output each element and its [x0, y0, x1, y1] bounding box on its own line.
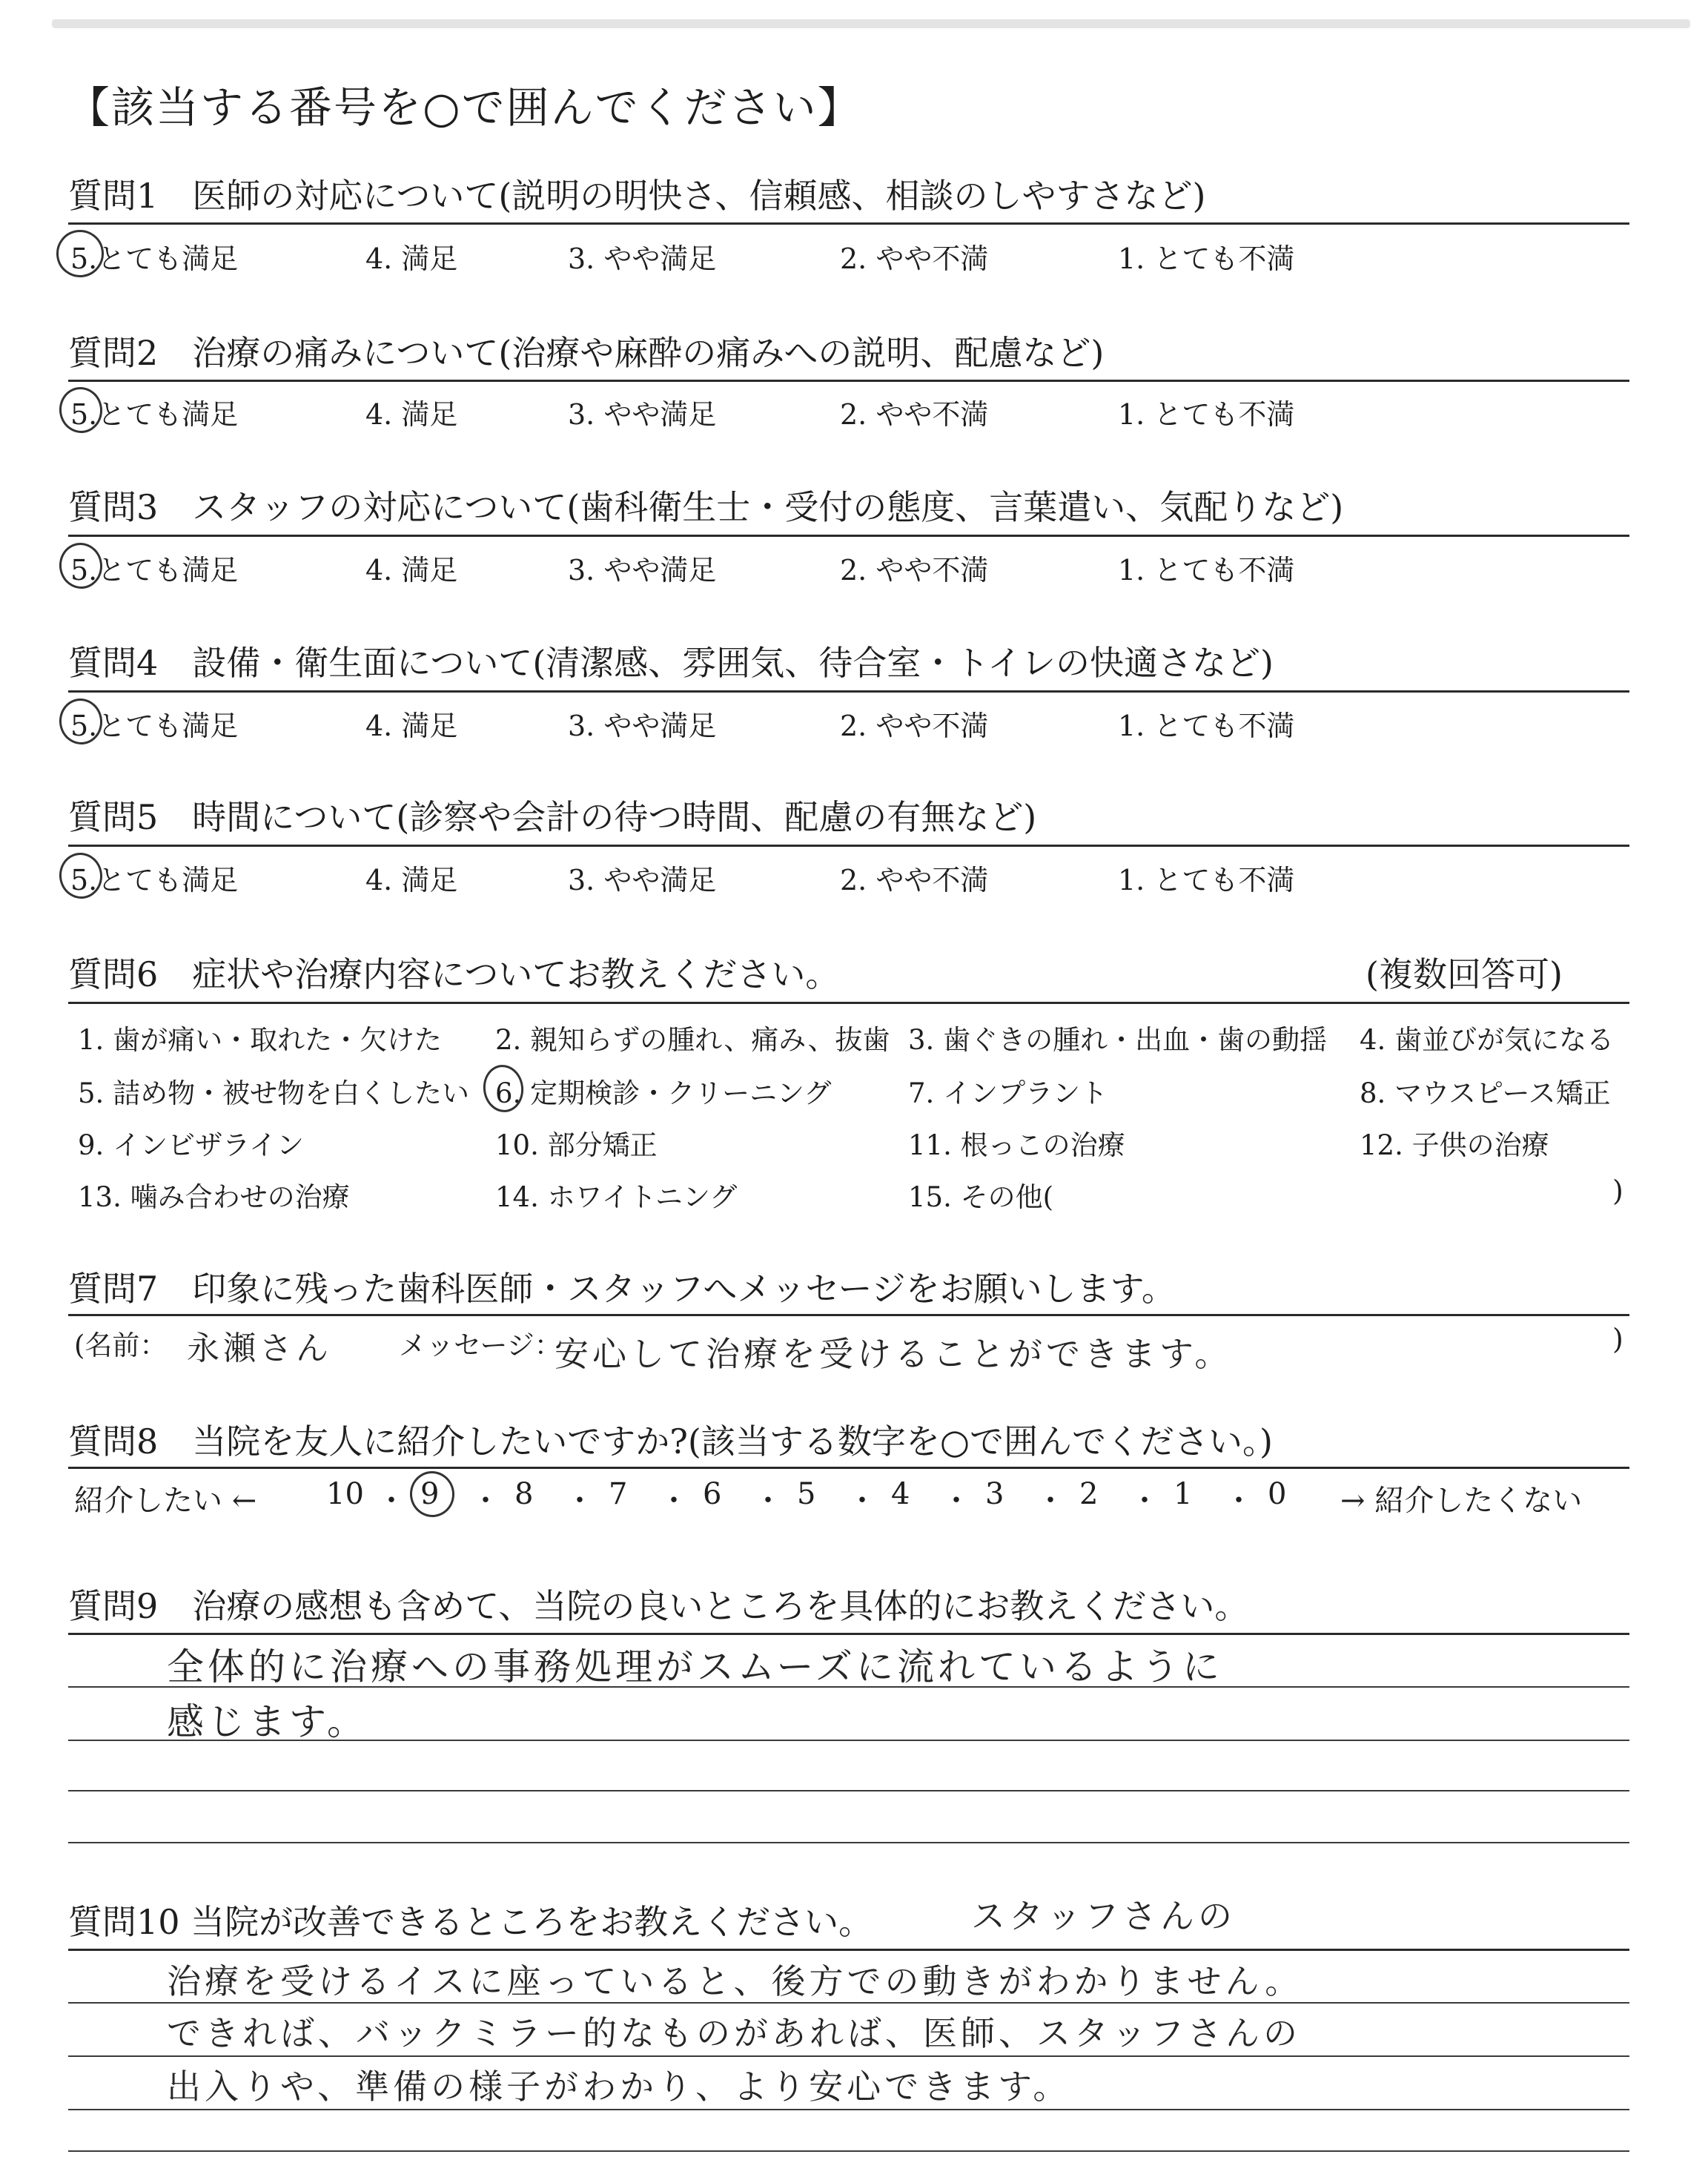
- q3-option-4[interactable]: 4. 満足: [365, 554, 458, 587]
- top-border: [52, 19, 1690, 28]
- q8-scale-value-7[interactable]: 7: [609, 1477, 628, 1511]
- q8-scale-value-0[interactable]: 0: [1268, 1477, 1287, 1511]
- q4-option-5[interactable]: 5.とても満足: [70, 710, 239, 742]
- q3-option-1[interactable]: 1. とても不満: [1118, 554, 1295, 587]
- q8-selection-circle: [407, 1468, 457, 1520]
- q8-scale-dot: ・: [1036, 1484, 1065, 1518]
- q5-option-5[interactable]: 5.とても満足: [70, 864, 239, 896]
- question-9-title: 質問9 治療の感想も含めて、当院の良いところを具体的にお教えください。: [68, 1586, 1249, 1626]
- q8-scale-value-2[interactable]: 2: [1079, 1477, 1099, 1511]
- q6-item-12[interactable]: 12. 子供の治療: [1360, 1129, 1549, 1161]
- q6-item-13[interactable]: 13. 噛み合わせの治療: [78, 1181, 350, 1213]
- q10-answer-line-2: [68, 2055, 1629, 2057]
- q1-option-5[interactable]: 5.とても満足: [70, 242, 239, 275]
- q8-scale-value-9[interactable]: 9: [420, 1477, 440, 1511]
- q9-answer-line-3: [68, 1790, 1629, 1791]
- q8-scale-value-10[interactable]: 10: [326, 1477, 364, 1511]
- q6-item-1[interactable]: 1. 歯が痛い・取れた・欠けた: [78, 1024, 443, 1056]
- q8-scale-dot: ・: [471, 1484, 500, 1518]
- form-heading: 【該当する番号を○で囲んでください】: [67, 82, 862, 133]
- question-7-rule: [68, 1314, 1629, 1316]
- q2-option-3[interactable]: 3. やや満足: [568, 398, 717, 431]
- q8-scale-dot: ・: [1130, 1484, 1159, 1518]
- q9-answer-text-2[interactable]: 感じます。: [167, 1700, 368, 1743]
- q2-option-2[interactable]: 2. やや不満: [840, 398, 989, 431]
- question-9-rule: [68, 1633, 1629, 1635]
- question-8-rule: [68, 1467, 1629, 1469]
- q6-item-3[interactable]: 3. 歯ぐきの腫れ・出血・歯の動揺: [908, 1024, 1328, 1056]
- q8-scale-value-1[interactable]: 1: [1174, 1477, 1193, 1511]
- q6-item-10[interactable]: 10. 部分矯正: [495, 1129, 658, 1161]
- q6-item-9[interactable]: 9. インビザライン: [78, 1129, 304, 1161]
- q9-answer-line-4: [68, 1842, 1629, 1843]
- q7-message-value[interactable]: 安心して治療を受けることができます。: [555, 1334, 1233, 1374]
- q1-option-3[interactable]: 3. やや満足: [568, 242, 717, 275]
- question-10-title: 質問10 当院が改善できるところをお教えください。: [68, 1902, 873, 1942]
- q10-answer-text-3[interactable]: 出入りや、準備の様子がわかり、より安心できます。: [167, 2067, 1071, 2107]
- question-4-rule: [68, 690, 1629, 693]
- q2-option-1[interactable]: 1. とても不満: [1118, 398, 1295, 431]
- q4-option-2[interactable]: 2. やや不満: [840, 710, 989, 742]
- q8-scale-dot: ・: [565, 1484, 595, 1518]
- q2-option-5[interactable]: 5.とても満足: [70, 398, 239, 431]
- q4-option-1[interactable]: 1. とても不満: [1118, 710, 1295, 742]
- q6-item-7[interactable]: 7. インプラント: [908, 1077, 1108, 1109]
- q1-option-4[interactable]: 4. 満足: [365, 242, 458, 275]
- q6-item-14[interactable]: 14. ホワイトニング: [495, 1181, 738, 1213]
- question-1-rule: [68, 222, 1629, 225]
- q8-left-label: 紹介したい ←: [74, 1484, 257, 1518]
- q8-scale-dot: ・: [847, 1484, 877, 1518]
- q6-item-11[interactable]: 11. 根っこの治療: [908, 1129, 1125, 1161]
- q6-item-8[interactable]: 8. マウスピース矯正: [1360, 1077, 1611, 1109]
- question-10-rule: [68, 1949, 1629, 1951]
- q9-answer-text-1[interactable]: 全体的に治療への事務処理がスムーズに流れているように: [167, 1645, 1223, 1688]
- q5-option-3[interactable]: 3. やや満足: [568, 864, 717, 896]
- question-6-note: (複数回答可): [1366, 954, 1563, 994]
- q6-item-2[interactable]: 2. 親知らずの腫れ、痛み、抜歯: [495, 1024, 890, 1056]
- q2-option-4[interactable]: 4. 満足: [365, 398, 458, 431]
- q6-item-6[interactable]: 6. 定期検診・クリーニング: [495, 1077, 832, 1109]
- q10-answer-insert[interactable]: スタッフさんの: [971, 1896, 1236, 1936]
- q8-scale-dot: ・: [1224, 1484, 1254, 1518]
- q3-option-2[interactable]: 2. やや不満: [840, 554, 989, 587]
- q5-option-4[interactable]: 4. 満足: [365, 864, 458, 896]
- q8-scale-dot: ・: [753, 1484, 783, 1518]
- q6-item-5[interactable]: 5. 詰め物・被せ物を白くしたい: [78, 1077, 470, 1109]
- q8-scale-value-8[interactable]: 8: [514, 1477, 534, 1511]
- question-1-title: 質問1 医師の対応について(説明の明快さ、信頼感、相談のしやすさなど): [68, 176, 1206, 216]
- q8-scale-dot: ・: [377, 1484, 406, 1518]
- q8-scale-value-5[interactable]: 5: [797, 1477, 816, 1511]
- q4-option-3[interactable]: 3. やや満足: [568, 710, 717, 742]
- q7-message-label: メッセージ：: [399, 1330, 562, 1361]
- q8-right-label: → 紹介したくない: [1340, 1484, 1583, 1518]
- q10-answer-text-1[interactable]: 治療を受けるイスに座っていると、後方での動きがわかりません。: [167, 1961, 1303, 2001]
- q5-option-2[interactable]: 2. やや不満: [840, 864, 989, 896]
- q10-answer-text-2[interactable]: できれば、バックミラー的なものがあれば、医師、スタッフさんの: [167, 2013, 1301, 2053]
- question-4-title: 質問4 設備・衛生面について(清潔感、雰囲気、待合室・トイレの快適さなど): [68, 643, 1274, 683]
- q6-item-15[interactable]: 15. その他(: [908, 1181, 1054, 1213]
- q5-option-1[interactable]: 1. とても不満: [1118, 864, 1295, 896]
- q8-scale-dot: ・: [659, 1484, 689, 1518]
- q3-option-3[interactable]: 3. やや満足: [568, 554, 717, 587]
- q6-item-4[interactable]: 4. 歯並びが気になる: [1360, 1024, 1615, 1056]
- question-8-title: 質問8 当院を友人に紹介したいですか?(該当する数字を○で囲んでください。): [68, 1421, 1273, 1462]
- q1-option-2[interactable]: 2. やや不満: [840, 242, 989, 275]
- question-2-title: 質問2 治療の痛みについて(治療や麻酔の痛みへの説明、配慮など): [68, 333, 1105, 373]
- q6-close-paren: ): [1612, 1175, 1623, 1207]
- q7-close-paren: ): [1612, 1323, 1623, 1355]
- question-5-title: 質問5 時間について(診察や会計の待つ時間、配慮の有無など): [68, 797, 1037, 837]
- q10-answer-line-4: [68, 2150, 1629, 2152]
- q1-option-1[interactable]: 1. とても不満: [1118, 242, 1295, 275]
- question-7-title: 質問7 印象に残った歯科医師・スタッフへメッセージをお願いします。: [68, 1269, 1176, 1309]
- q4-option-4[interactable]: 4. 満足: [365, 710, 458, 742]
- q7-name-label: (名前：: [74, 1330, 168, 1361]
- question-3-title: 質問3 スタッフの対応について(歯科衛生士・受付の態度、言葉遣い、気配りなど): [68, 487, 1344, 527]
- q10-answer-line-3: [68, 2109, 1629, 2110]
- q7-name-value[interactable]: 永瀬さん: [187, 1330, 332, 1367]
- q3-option-5[interactable]: 5.とても満足: [70, 554, 239, 587]
- question-6-rule: [68, 1002, 1629, 1004]
- question-2-rule: [68, 380, 1629, 382]
- q8-scale-value-3[interactable]: 3: [985, 1477, 1004, 1511]
- q8-scale-dot: ・: [941, 1484, 971, 1518]
- q8-scale-value-6[interactable]: 6: [703, 1477, 722, 1511]
- question-5-rule: [68, 845, 1629, 847]
- question-6-title: 質問6 症状や治療内容についてお教えください。: [68, 954, 840, 994]
- question-3-rule: [68, 535, 1629, 537]
- q8-scale-value-4[interactable]: 4: [891, 1477, 910, 1511]
